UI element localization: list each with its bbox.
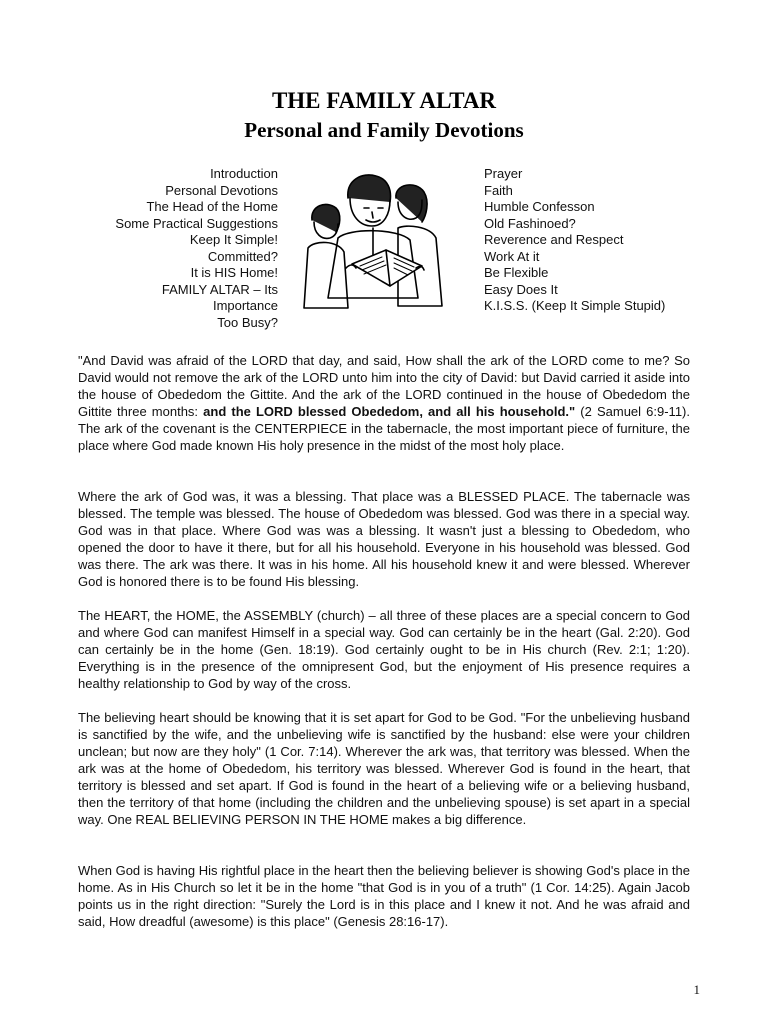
body-paragraph: The believing heart should be knowing that it is set apart for God to be God. "For the unbelieving husband is sanctified by the wife, and the unbelieving wife is sanctified by the husband: else were your children unclean; but now are they holy" (1 Cor. 7:14). Wherever the ark was, that territory was blessed. When the ark was at the home of Obededom, his territory was blessed. Wherever God is found in the heart, that territory is blessed and set apart. If God is found in the heart of a believing wife or a believing husband, then the territory of that home (including the children and the unbelieving spouse) is set apart in a special way. One REAL BELIEVING PERSON IN THE HOME makes a big difference. — [78, 710, 690, 827]
toc-item: Some Practical Suggestions — [115, 215, 278, 231]
body-paragraph: The HEART, the HOME, the ASSEMBLY (church) – all three of these places are a special concern to God and where God can manifest Himself in a special way. God can certainly be in the heart (Gal. 2:20). God can certainly be in the home (Gen. 18:19). God certainly ought to be in His church (Rev. 2:1; 1:20). Everything is in the presence of the omnipresent God, but the enjoyment of His presence requires a healthy relationship to God by way of the cross. — [78, 608, 690, 691]
toc-item: Too Busy? — [217, 314, 278, 330]
paragraph-text: "And David was afraid of the LORD that day, and said, How shall the ark of the LORD come to me? So David would not remove the ark of the LORD unto him into the city of David: but David carried it aside into the house of Obededom the Gittite. And the ark of the LORD continued in the house of Obededom the Gittite three months: — [78, 353, 690, 419]
toc-item: Importance — [212, 298, 278, 313]
page-title: THE FAMILY ALTAR — [271, 88, 497, 113]
toc-item: Work At it — [484, 248, 540, 264]
toc-item: Introduction — [210, 166, 278, 181]
page-subtitle: Personal and Family Devotions — [244, 118, 524, 142]
toc-item: Faith — [484, 182, 513, 198]
bold-quote: and the LORD blessed Obededom, and all his household." — [203, 404, 576, 419]
toc-item: Easy Does It — [484, 281, 558, 297]
toc-item: It is HIS Home! — [190, 265, 278, 280]
toc-item: Prayer — [484, 166, 523, 181]
toc-item: Humble Confesson — [484, 199, 595, 214]
toc-item: The Head of the Home — [146, 199, 278, 214]
family-reading-illustration — [298, 168, 458, 318]
toc-item: K.I.S.S. (Keep It Simple Stupid) — [484, 298, 666, 313]
toc-item: Personal Devotions — [165, 182, 278, 198]
toc-right-column — [484, 166, 665, 315]
body-paragraph — [78, 352, 690, 454]
body-paragraph: Where the ark of God was, it was a blessing. That place was a BLESSED PLACE. The tabernacle was blessed. The temple was blessed. The house of Obededom was blessed. God was there in a special way. God was in that place. Where God was was a blessing. It wasn't just a blessing to Obededom, who opened the door to have it there, but for all his household. Everyone in his household was blessed. God was there. The ark was there. It was in his home. All his household knew it and were blessed. Wherever God is honored there is to be found His blessing. — [78, 489, 690, 589]
body-paragraph: When God is having His rightful place in the heart then the believing believer is showing God's place in the home. As in His Church so let it be in the home "that God is in you of a truth" (1 Cor. 14:25). Again Jacob points us in the right direction: "Surely the Lord is in this place and I knew it not. And he was afraid and said, How dreadful (awesome) is this place" (Genesis 28:16-17). — [78, 863, 690, 929]
toc-item: Reverence and Respect — [484, 232, 624, 247]
toc-item: Committed? — [207, 248, 278, 264]
toc-item: Be Flexible — [484, 265, 549, 280]
paragraph-text: (2 Samuel 6:9-11). The ark of the covenant is the CENTERPIECE in the tabernacle, the most important piece of furniture, the place where God made known His holy presence in the midst of the most holy place. — [78, 404, 690, 453]
toc-left-column — [115, 166, 278, 331]
toc-item: Old Fashinoed? — [484, 215, 576, 231]
toc-item: Keep It Simple! — [189, 232, 278, 247]
page-number: 1 — [693, 982, 700, 997]
toc-item: FAMILY ALTAR – Its — [161, 281, 278, 297]
